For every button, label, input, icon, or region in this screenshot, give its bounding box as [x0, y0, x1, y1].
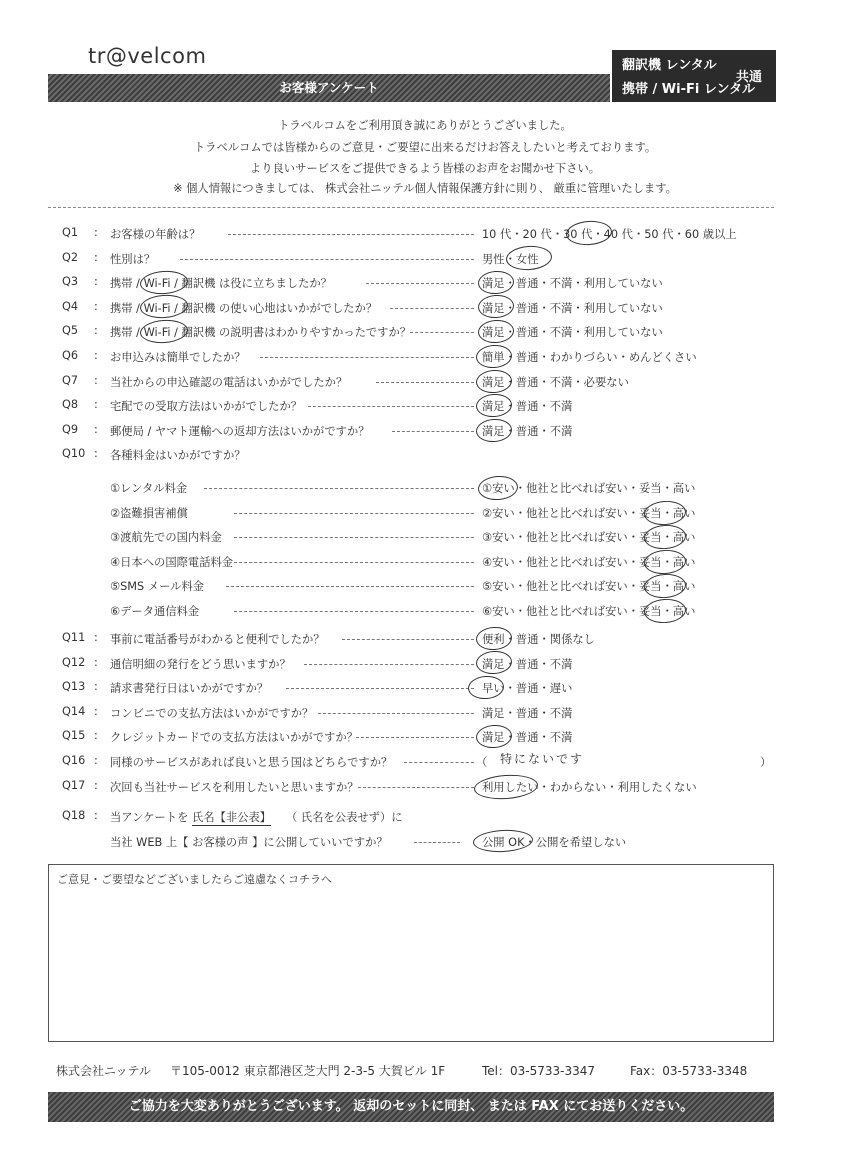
q18-text-line2: 当社 WEB 上【 お客様の声 】に公開していいですか？	[110, 836, 388, 849]
fee-item-text: ④日本への国際電話料金	[110, 556, 234, 569]
colon: :	[94, 300, 98, 313]
question-text: 携帯 / Wi-Fi / 翻訳機 の説明書はわかりやすかったですか？	[110, 326, 412, 339]
fee-item-text: ③渡航先での国内料金	[110, 531, 222, 544]
footer-tel: Tel：03-5733-3347	[482, 1064, 596, 1078]
answer-options[interactable]: 満足・普通・不満	[482, 731, 573, 744]
badge-translator: 翻訳機 レンタル	[622, 58, 717, 73]
colon: :	[94, 754, 98, 767]
answer-circle	[643, 573, 687, 600]
fee-item-text: ②盗難損害補償	[110, 507, 188, 520]
intro-line: トラベルコムでは皆様からのご意見・ご要望に出来るだけお答えしたいと考えております。	[193, 141, 657, 154]
leader-dots	[410, 332, 474, 333]
answer-circle	[475, 344, 513, 369]
answer-circle	[475, 369, 513, 394]
colon: :	[94, 398, 98, 411]
leader-dots	[318, 713, 474, 714]
question-number: Q11	[62, 631, 86, 644]
leader-dots	[234, 537, 474, 538]
answer-circle	[473, 773, 539, 801]
footer-bar	[48, 1092, 774, 1122]
answer-options[interactable]: 簡単・普通・わかりづらい・めんどくさい	[482, 351, 697, 364]
answer-circle	[565, 219, 613, 246]
leader-dots	[234, 611, 474, 612]
close-paren: ）	[760, 756, 772, 769]
footer-company: 株式会社ニッテル	[56, 1064, 151, 1078]
answer-options[interactable]: 満足・普通・不満	[482, 707, 573, 720]
open-paren: （	[476, 756, 488, 769]
answer-circle	[643, 598, 687, 625]
wifi-circle	[139, 269, 188, 295]
colon: :	[94, 349, 98, 362]
leader-dots	[358, 787, 474, 788]
answer-circle	[475, 626, 513, 651]
answer-circle	[467, 675, 505, 700]
footer-fax: Fax：03-5733-3348	[630, 1064, 748, 1078]
colon: :	[94, 729, 98, 742]
footer-address: 〒105-0012 東京都港区芝大門 2-3-5 大賀ビル 1F	[170, 1064, 446, 1078]
colon: :	[94, 423, 98, 436]
comment-box[interactable]	[48, 864, 774, 1042]
colon: :	[94, 809, 98, 822]
footer-message: ご協力を大変ありがとうございます。 返却のセットに同封、 または FAX にてお送りください。	[128, 1099, 694, 1114]
fee-answer-options[interactable]: ③安い・他社と比べれば安い・妥当・高い	[482, 531, 696, 544]
fee-answer-options[interactable]: ⑤安い・他社と比べれば安い・妥当・高い	[482, 580, 696, 593]
leader-dots	[390, 308, 474, 309]
question-text: お申込みは簡単でしたか？	[110, 351, 246, 364]
question-text: 次回も当社サービスを利用したいと思いますか？	[110, 781, 359, 794]
fee-item-text: ①レンタル料金	[110, 482, 188, 495]
answer-circle	[475, 393, 513, 418]
colon: :	[94, 656, 98, 669]
page-title: お客様アンケート	[279, 80, 379, 95]
question-text: 携帯 / Wi-Fi / 翻訳機 の使い心地はいかがでしたか？	[110, 302, 378, 315]
question-number: Q18	[62, 809, 86, 822]
leader-dots	[404, 762, 474, 763]
question-text: 同様のサービスがあれば良いと思う国はどちらですか？	[110, 756, 393, 769]
question-number: Q4	[62, 300, 79, 313]
colon: :	[94, 631, 98, 644]
question-number: Q15	[62, 729, 86, 742]
fee-item-text: ⑤SMS メール料金	[110, 580, 205, 593]
leader-dots	[392, 431, 474, 432]
leader-dots	[366, 283, 474, 284]
question-text: 当社からの申込確認の電話はいかがでしたか？	[110, 376, 348, 389]
answer-options[interactable]: 満足・普通・不満	[482, 400, 573, 413]
question-text: 事前に電話番号がわかると便利でしたか？	[110, 633, 325, 646]
answer-options[interactable]: 便利・普通・関係なし	[482, 633, 595, 646]
colon: :	[94, 680, 98, 693]
fee-answer-options[interactable]: ①安い・他社と比べれば安い・妥当・高い	[482, 482, 696, 495]
question-text: 各種料金はいかがですか？	[110, 449, 246, 462]
question-text: 請求書発行日はいかがですか？	[110, 682, 269, 695]
answer-options[interactable]: 利用したい・わからない・利用したくない	[482, 781, 697, 794]
leader-dots	[226, 586, 474, 587]
colon: :	[94, 275, 98, 288]
leader-dots	[308, 406, 474, 407]
answer-options[interactable]: 満足・普通・不満・必要ない	[482, 376, 629, 389]
answer-options[interactable]: 10 代・20 代・30 代・40 代・50 代・60 歳以上	[482, 228, 737, 241]
answer-options[interactable]: 満足・普通・不満・利用していない	[482, 302, 663, 315]
question-number: Q7	[62, 374, 79, 387]
question-number: Q14	[62, 705, 86, 718]
header-bar	[48, 74, 610, 102]
colon: :	[94, 251, 98, 264]
question-text: クレジットカードでの支払方法はいかがですか？	[110, 731, 358, 744]
answer-options[interactable]: 満足・普通・不満・利用していない	[482, 277, 663, 290]
question-text: 携帯 / Wi-Fi / 翻訳機 は役に立ちましたか？	[110, 277, 332, 290]
colon: :	[94, 226, 98, 239]
question-text: お客様の年齢は？	[110, 228, 201, 241]
answer-circle	[505, 244, 553, 271]
question-number: Q8	[62, 398, 79, 411]
question-number: Q2	[62, 251, 79, 264]
answer-circle	[643, 524, 687, 551]
colon: :	[94, 374, 98, 387]
question-text: 性別は？	[110, 253, 156, 266]
leader-dots	[356, 737, 474, 738]
question-text: 通信明細の発行をどう思いますか？	[110, 658, 291, 671]
question-number: Q10	[62, 447, 86, 460]
comment-label: ご意見・ご要望などございましたらご遠慮なくコチラへ	[57, 873, 332, 886]
answer-circle	[643, 500, 687, 527]
colon: :	[94, 779, 98, 792]
question-text: 郵便局 / ヤマト運輸への返却方法はいかがですか？	[110, 425, 370, 438]
badge-common: 共通	[736, 70, 763, 85]
fee-answer-options[interactable]: ②安い・他社と比べれば安い・妥当・高い	[482, 507, 696, 520]
question-number: Q6	[62, 349, 79, 362]
fee-answer-options[interactable]: ④安い・他社と比べれば安い・妥当・高い	[482, 556, 696, 569]
service-badge	[612, 50, 776, 102]
fee-answer-options[interactable]: ⑥安い・他社と比べれば安い・妥当・高い	[482, 605, 696, 618]
answer-options[interactable]: 早い・普通・遅い	[482, 682, 573, 695]
badge-mobile-wifi: 携帯 / Wi-Fi レンタル	[622, 82, 756, 97]
question-number: Q12	[62, 656, 86, 669]
answer-circle	[643, 549, 687, 576]
divider	[48, 207, 774, 208]
question-number: Q9	[62, 423, 79, 436]
question-text: 宅配での受取方法はいかがでしたか？	[110, 400, 303, 413]
answer-circle	[475, 724, 513, 749]
question-number: Q3	[62, 275, 79, 288]
intro-line: ※ 個人情報につきましては、 株式会社ニッテル個人情報保護方針に則り、 厳重に管理いたします。	[173, 182, 677, 195]
colon: :	[94, 324, 98, 337]
answer-circle	[477, 319, 515, 344]
intro-line: トラベルコムをご利用頂き誠にありがとうございました。	[278, 119, 572, 132]
leader-dots	[204, 488, 474, 489]
answer-circle	[475, 418, 513, 443]
answer-options[interactable]: 満足・普通・不満	[482, 658, 573, 671]
answer-options[interactable]: 男性・女性	[482, 253, 539, 266]
answer-circle	[477, 270, 515, 295]
leader-dots	[286, 688, 474, 689]
question-number: Q17	[62, 779, 86, 792]
question-number: Q5	[62, 324, 79, 337]
leader-dots	[228, 234, 474, 235]
intro-line: より良いサービスをご提供できるよう皆様のお声をお聞かせ下さい。	[249, 162, 601, 175]
handwritten-answer[interactable]: 特にないです	[500, 752, 585, 766]
leader-dots	[180, 259, 474, 260]
question-number: Q1	[62, 226, 79, 239]
travelcom-logo: tr@velcom	[88, 44, 207, 68]
question-text: コンビニでの支払方法はいかがですか？	[110, 707, 314, 720]
answer-circle	[477, 475, 519, 502]
leader-dots	[260, 357, 474, 358]
leader-dots	[376, 382, 474, 383]
q18-text-c: （ 氏名を公表せず）に	[286, 811, 403, 824]
fee-item-text: ⑥データ通信料金	[110, 605, 200, 618]
answer-options[interactable]: 満足・普通・不満・利用していない	[482, 326, 663, 339]
question-number: Q16	[62, 754, 86, 767]
leader-dots	[304, 664, 474, 665]
q18-text-b: 氏名【非公表】	[192, 811, 272, 824]
q18-text-a: 当アンケートを	[110, 811, 189, 824]
question-number: Q13	[62, 680, 86, 693]
wifi-circle	[139, 318, 188, 344]
answer-options[interactable]: 満足・普通・不満	[482, 425, 573, 438]
leader-dots	[234, 562, 474, 563]
leader-dots	[234, 513, 474, 514]
q18-answer[interactable]: 公開 OK・公開を希望しない	[482, 836, 627, 849]
colon: :	[94, 705, 98, 718]
colon: :	[94, 447, 98, 460]
leader-dots	[342, 639, 474, 640]
leader-dots	[414, 842, 460, 843]
